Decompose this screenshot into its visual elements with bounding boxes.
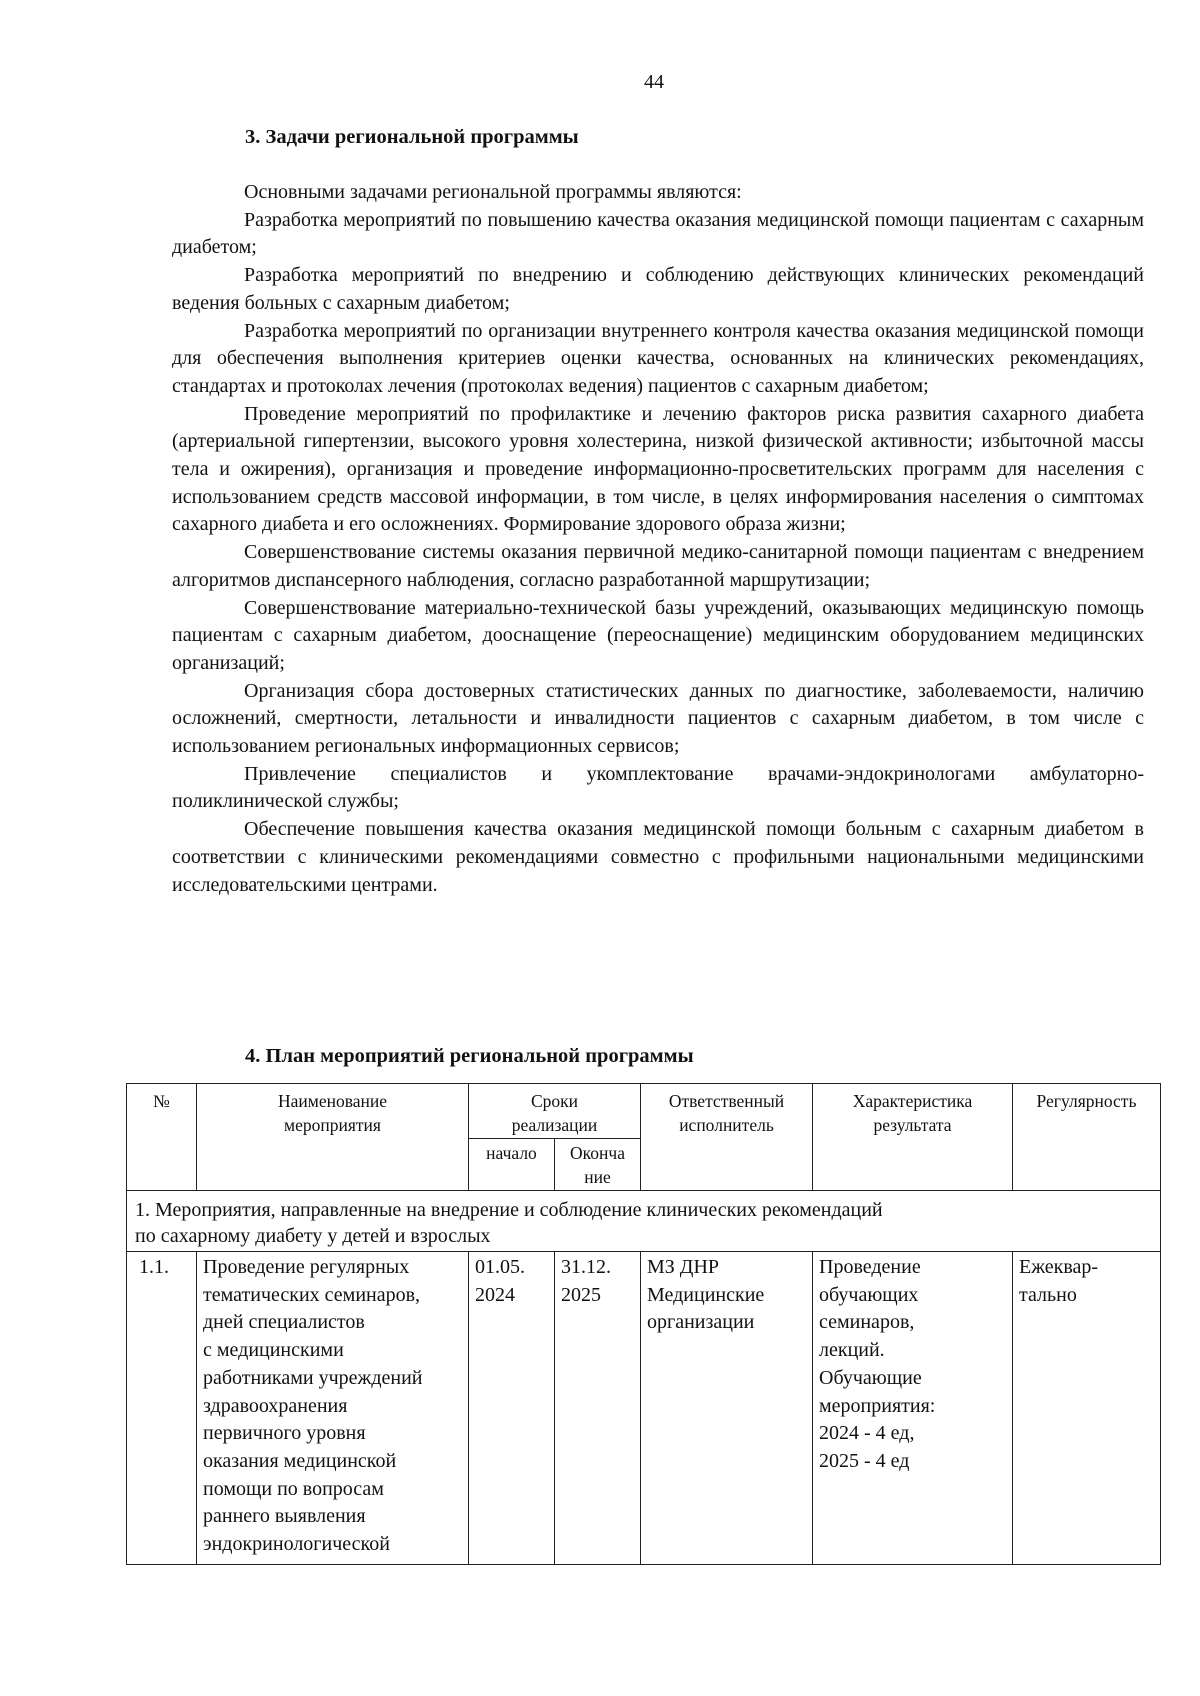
task-paragraph: Разработка мероприятий по организации внутреннего контроля качества оказания медицинской помощи для обеспечения выполнения критериев оценки качества, основанных на клинических рекомендациях, стандартах и протоколах лечения (протоколах ведения) пациентов с сахарным диабетом; (172, 319, 1144, 397)
plan-table (126, 1083, 1161, 1565)
table-header-row (127, 1084, 1161, 1139)
task-paragraph: Организация сбора достоверных статистических данных по диагностике, заболеваемости, наличию осложнений, смертности, летальности и инвалидности пациентов с сахарным диабетом, в том числе с использованием региональных информационных сервисов; (172, 679, 1144, 758)
task-paragraph: Обеспечение повышения качества оказания медицинской помощи больным с сахарным диабетом в соответствии с клиническими рекомендациями совместно с профильными национальными медицинскими исследовательскими центрами. (172, 818, 1144, 896)
task-paragraph: Разработка мероприятий по повышению качества оказания медицинской помощи пациентам с сахарным диабетом; (172, 208, 1144, 259)
row-end: 31.12. 2025 (555, 1252, 641, 1565)
table-group-row (127, 1191, 1161, 1252)
section-4-title: 4. План мероприятий региональной программы (245, 1045, 694, 1067)
section-3-title: 3. Задачи региональной программы (245, 126, 579, 148)
task-paragraph: Совершенствование системы оказания первичной медико-санитарной помощи пациентам с внедрением алгоритмов диспансерного наблюдения, согласно разработанной маршрутизации; (172, 541, 1144, 591)
row-responsible: МЗ ДНР Медицинские организации (641, 1252, 813, 1565)
header-regularity: Регулярность (1013, 1084, 1161, 1191)
task-paragraph: Проведение мероприятий по профилактике и лечению факторов риска развития сахарного диабета (артериальной гипертензии, высокого уровня холестерина, низкой физической активности; избыточной массы тела и ожирения), организация и проведение информационно-просветительских программ для населения с использованием средств массовой информации, в том числе, в целях информирования населения о симптомах сахарного диабета и его осложнениях. Формирование здорового образа жизни; (172, 402, 1144, 536)
header-num: № (127, 1084, 197, 1191)
page-number: 44 (644, 71, 664, 93)
row-num: 1.1. (127, 1252, 197, 1565)
header-result: Характеристика результата (813, 1084, 1013, 1191)
row-result: Проведение обучающих семинаров, лекций. Обучающие мероприятия: 2024 - 4 ед, 2025 - 4 ед (813, 1252, 1013, 1565)
header-period: Сроки реализации (469, 1084, 641, 1139)
header-end: Оконча ние (555, 1139, 641, 1191)
row-regularity: Ежеквар- тально (1013, 1252, 1161, 1565)
row-start: 01.05. 2024 (469, 1252, 555, 1565)
row-name: Проведение регулярных тематических семинаров, дней специалистов с медицинскими работниками учреждений здравоохранения первичного уровня оказания медицинской помощи по вопросам раннего выявления эндокринологической (197, 1252, 469, 1565)
task-paragraph: Совершенствование материально-технической базы учреждений, оказывающих медицинскую помощь пациентам с сахарным диабетом, дооснащение (переоснащение) медицинским оборудованием медицинских организаций; (172, 596, 1144, 674)
header-responsible: Ответственный исполнитель (641, 1084, 813, 1191)
section-3-intro: Основными задачами региональной программы являются: (244, 181, 742, 203)
header-start: начало (469, 1139, 555, 1191)
task-paragraph: Разработка мероприятий по внедрению и соблюдению действующих клинических рекомендаций ведения больных с сахарным диабетом; (172, 264, 1144, 314)
header-name: Наименование мероприятия (197, 1084, 469, 1191)
task-paragraph: Привлечение специалистов и укомплектование врачами-эндокринологами амбулаторно-поликлинической службы; (172, 762, 1144, 813)
section-3-body (172, 179, 1144, 899)
table-row (127, 1252, 1161, 1565)
group-title: 1. Мероприятия, направленные на внедрение и соблюдение клинических рекомендаций по сахарному диабету у детей и взрослых (127, 1191, 1161, 1252)
